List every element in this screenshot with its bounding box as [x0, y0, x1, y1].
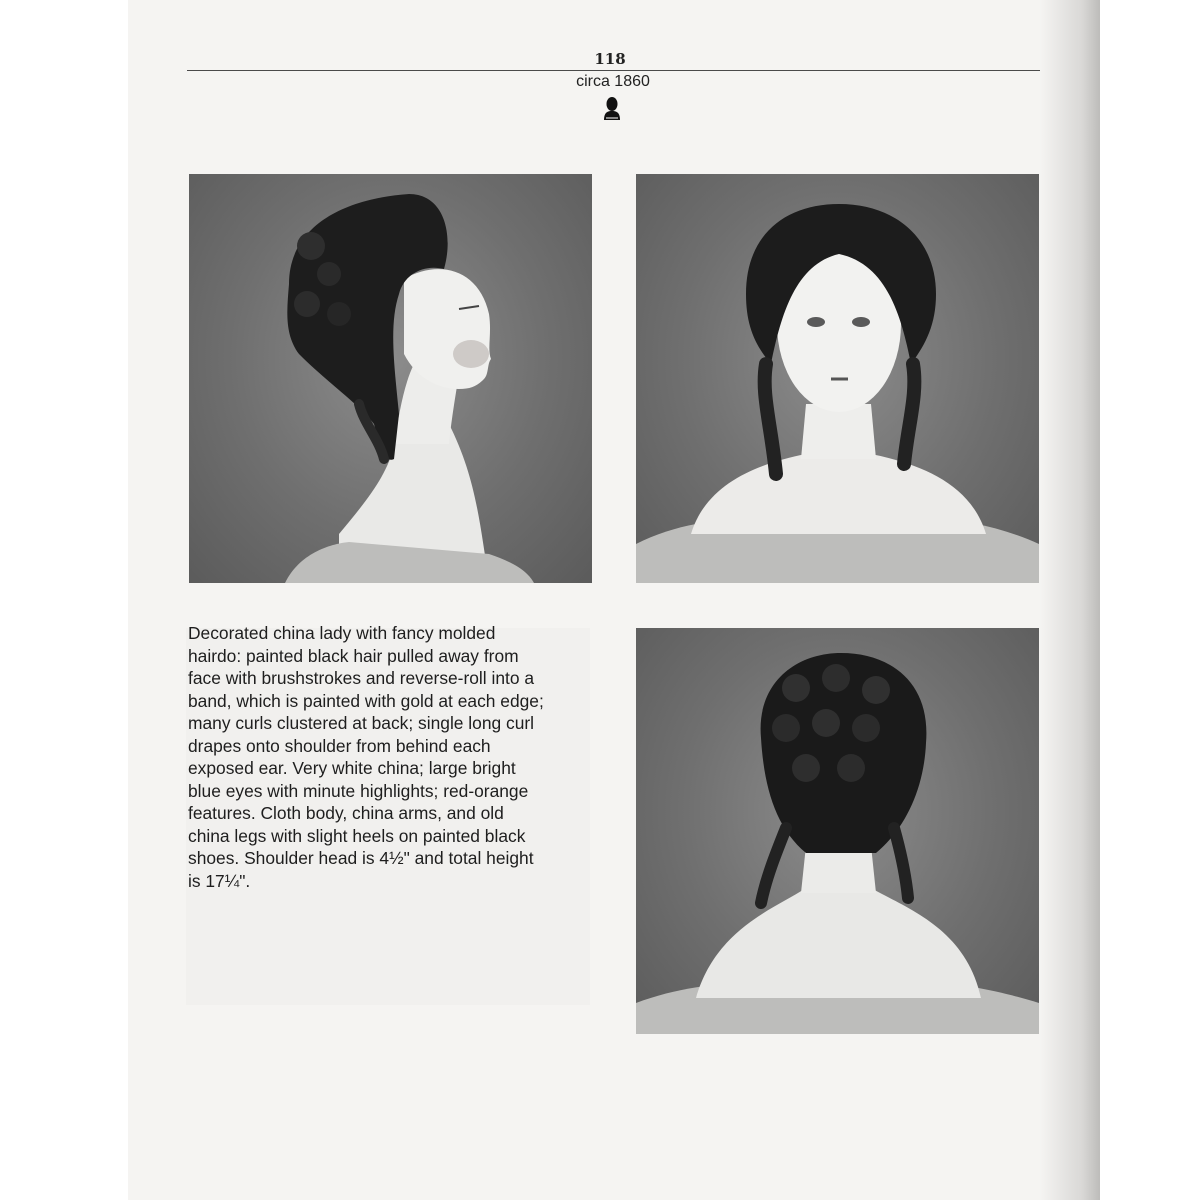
doll-back-icon: [636, 628, 1039, 1034]
doll-silhouette-icon: [601, 96, 623, 120]
doll-front-icon: [636, 174, 1039, 583]
doll-back-photo: [636, 628, 1039, 1034]
page-gutter-shadow: [1040, 0, 1100, 1200]
page-number: 118: [594, 50, 626, 68]
period-heading: circa 1860: [576, 73, 650, 90]
header-rule: [187, 70, 1040, 71]
caption-text: Decorated china lady with fancy molded hairdo: painted black hair pulled away from face with brushstrokes and reverse-roll into a band, which is painted with gold at each edge; many curls clustered at back; single long curl drapes onto shoulder from behind each exposed ear. Very white china; large bright blue eyes with minute highlights; red-orange features. Cloth body, china arms, and old china legs with slight heels on painted black shoes. Shoulder head is 4½" and total height is 17¼".: [188, 623, 544, 891]
doll-profile-photo: [189, 174, 592, 583]
doll-profile-icon: [189, 174, 592, 583]
doll-front-photo: [636, 174, 1039, 583]
